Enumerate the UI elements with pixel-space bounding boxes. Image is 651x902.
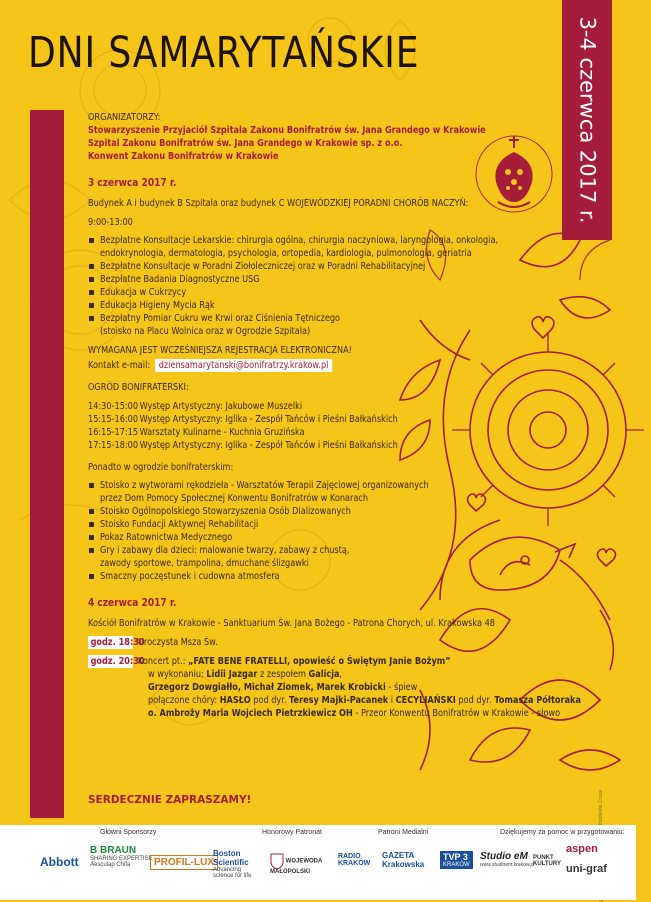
event-date-vertical: 3-4 czerwca 2017 r. <box>575 16 599 224</box>
list-item: Stoisko z wytworami rękodzieła - Warsztatów Terapii Zajęciowej organizowanych <box>88 479 558 492</box>
media-patrons-label: Patroni Medialni <box>378 829 429 836</box>
registration-notice: WYMAGANA JEST WCZEŚNIEJSZA REJESTRACJA ELEKTRONICZNA! <box>88 345 352 356</box>
boston-scientific-logo: Boston Scientific Advancing science for life <box>213 849 252 879</box>
list-item: Stoisko Fundacji Aktywnej Rehabilitacji <box>88 518 558 531</box>
time-badge: godz. 20:30 <box>88 655 133 668</box>
thanks-label: Dziękujemy za pomoc w przygotowaniu: <box>500 829 625 836</box>
abbott-logo: Abbott <box>40 855 79 869</box>
malopolska-logo: WOJEWODA MAŁOPOLSKI <box>270 853 330 875</box>
schedule-row: 14:30-15:00 Występ Artystyczny: Jakubowe Muszelki <box>88 401 303 412</box>
list-item: Smaczny poczęstunek i cudowna atmosfera <box>88 570 558 583</box>
closing-invitation: SERDECZNIE ZAPRASZAMY! <box>88 794 252 806</box>
honorary-patronage-label: Honorowy Patronat <box>262 829 322 836</box>
mass-event: Uroczysta Msza Św. <box>137 637 218 648</box>
aspen-logo: aspen <box>566 843 598 855</box>
day2-heading: 4 czerwca 2017 r. <box>88 597 177 609</box>
radio-krakow-logo: RADIO KRAKÓW <box>338 853 371 867</box>
services-list <box>88 234 558 338</box>
list-item: (stoisko na Placu Wolnica oraz w Ogrodzie Szpitala) <box>100 326 311 337</box>
list-item: Bezpłatne Badania Diagnostyczne USG <box>88 273 558 286</box>
list-item: Stoisko Ogólnopolskiego Stowarzyszenia Osób Dializowanych <box>88 505 558 518</box>
left-accent-bar <box>30 110 64 818</box>
schedule-row: 15:15-16:00 Występ Artystyczny: Iglika - Zespół Tańców i Pieśni Bałkańskich <box>88 414 398 425</box>
email-label: Kontakt e-mail: <box>88 360 151 371</box>
organizer-name: Szpital Zakonu Bonifratrów św. Jana Grandego w Krakowie sp. z o.o. <box>88 138 403 149</box>
sponsors-footer <box>0 825 636 900</box>
time-badge: godz. 18:30 <box>88 636 133 649</box>
list-item: Gry i zabawy dla dzieci: malowanie twarzy, zabawy z chustą, <box>88 544 558 557</box>
list-item: Edukacja w Cukrzycy <box>88 286 558 299</box>
concert-prefix: Koncert pt.: <box>137 656 189 667</box>
day1-heading: 3 czerwca 2017 r. <box>88 177 177 189</box>
bbraun-logo: B BRAUN SHARING EXPERTISE Aesculap Chifa <box>90 845 153 868</box>
day2-location: Kościół Bonifratrów w Krakowie - Sanktuarium Św. Jana Bożego - Patrona Chorych, ul. Krakowska 48 <box>88 618 496 629</box>
organizer-name: Konwent Zakonu Bonifratrów w Krakowie <box>88 151 279 162</box>
garden-intro: Ponadto w ogrodzie bonifraterskim: <box>88 462 234 473</box>
concert-title: „FATE BENE FRATELLI, opowieść o Świętym Janie Bożym” <box>188 656 451 667</box>
organizer-name: Stowarzyszenie Przyjaciół Szpitala Zakonu Bonifratrów św. Jana Grandego w Krakowie <box>88 125 486 136</box>
list-item: endokrynologia, dermatologia, psychologia, ortopedia, kardiologia, pulmonologia, geriatria <box>100 248 472 259</box>
list-item: przez Dom Pomocy Społecznej Konwentu Bonifratrów w Konarach <box>100 493 369 504</box>
unigraf-logo: uni-graf <box>566 863 607 875</box>
tvp3-logo: TVP 3 KRAKÓW <box>440 851 473 869</box>
page-title: DNI SAMARYTAŃSKIE <box>28 28 420 78</box>
punkt-kultury-logo: PUNKT KULTURY <box>533 855 561 867</box>
garden-schedule <box>88 400 558 452</box>
schedule-row: 17:15-18:00 Występ Artystyczny: Iglika - Zespół Tańców i Pieśni Bałkańskich <box>88 440 398 451</box>
list-item: Pokaz Ratownictwa Medycznego <box>88 531 558 544</box>
garden-label: OGRÓD BONIFRATERSKI: <box>88 382 189 393</box>
organizers-label: ORGANIZATORZY: <box>88 112 161 123</box>
garden-attractions-list <box>88 479 558 583</box>
list-item: Edukacja Higieny Mycia Rąk <box>88 299 558 312</box>
day1-location: Budynek A i budynek B Szpitala oraz budynek C WOJEWÓDZKIEJ PORADNI CHORÓB NACZYŃ: <box>88 198 469 209</box>
list-item: zawody sportowe, trampolina, dmuchane ślizgawki <box>100 558 309 569</box>
list-item: Bezpłatny Pomiar Cukru we Krwi oraz Ciśnienia Tętniczego <box>88 312 558 325</box>
gazeta-krakowska-logo: GAZETA Krakowska <box>382 851 425 869</box>
main-sponsors-label: Główni Sponsorzy <box>100 829 157 836</box>
list-item: Bezpłatne Konsultacje w Poradni Ziołoleczniczej oraz w Poradni Rehabilitacyjnej <box>88 260 558 273</box>
day1-hours: 9:00-13:00 <box>88 217 133 228</box>
list-item: Bezpłatne Konsultacje Lekarskie: chirurgia ogólna, chirurgia naczyniowa, laryngologia, onkologia, <box>88 234 558 247</box>
program-content: ORGANIZATORZY: Stowarzyszenie Przyjaciół Szpitala Zakonu Bonifratrów św. Jana Grandego w Krakowie Szpital Zakonu Bonifratrów św. Jana Grandego w Krakowie sp. z o.o. Konwent Zakonu Bonifratrów w Krakowie 3 czerwca 2017 r. Budynek A i budynek B Szpitala oraz budynek C WOJEWÓDZKIEJ PORADNI CHORÓB NACZYŃ: 9:00-13:00 Bezpłatne Konsultacje Lekarskie: chirurgia ogólna, chirurgia naczyniowa, laryngologia, onkologia, endokrynologia, dermatologia, psychologia, ortopedia, kardiologia, pulmonologia, geriatria Bezpłatne Konsultacje w Poradni Ziołoleczniczej oraz w Poradni Rehabilitacyjnej Bezpłatne Badania Diagnostyczne USG Edukacja w Cukrzycy Edukacja Higieny Mycia Rąk Bezpłatny Pomiar Cukru we Krwi oraz Ciśnienia Tętniczego (stoisko na Placu Wolnica oraz w Ogrodzie Szpitala) WYMAGANA JEST WCZEŚNIEJSZA REJESTRACJA ELEKTRONICZNA! Kontakt e-mail: dziensamarytanski@bonifratrzy.krakow.pl OGRÓD BONIFRATERSKI: 14:30-15:00 Występ Artystyczny: Jakubowe Muszelki 15:15-16:00 Występ Artystyczny: Iglika - Zespół Tańców i Pieśni Bałkańskich 16:15-17:15 Warsztaty Kulinarne - Kuchnia Gruzińska 17:15-18:00 Występ Artystyczny: Iglika - Zespół Tańców i Pieśni Bałkańskich Ponadto w ogrodzie bonifraterskim: Stoisko z wytworami rękodzieła - Warsztatów Terapii Zajęciowej organizowanych przez Dom Pomocy Społecznej Konwentu Bonifratrów w Konarach Stoisko Ogólnopolskiego Stowarzyszenia Osób Dializowanych Stoisko Fundacji Aktywnej Rehabilitacji Pokaz Ratownictwa Medycznego Gry i zabawy dla dzieci: malowanie twarzy, zabawy z chustą, zawody sportowe, trampolina, dmuchane ślizgawki Smaczny poczęstunek i cudowna atmosfera 4 czerwca 2017 r. Kościół Bonifratrów w Krakowie - Sanktuarium Św. Jana Bożego - Patrona Chorych, ul. Krakowska 48 godz. 18:30 Uroczysta Msza Św. godz. 20:30 Koncert pt.: „FATE BENE FRATELLI, opowieść o Świętym Janie Bożym” w wykonaniu: Lidii Jazgar z zespołem Galicja, Grzegorz Dowgiałło, Michał Ziomek, Marek Krobicki - śpiew połączone chóry: HASŁO pod dyr. Teresy Majki-Pacanek i CECYLIAŃSKI pod dyr. Tomasza Półtoraka o. Ambroży Maria Wojciech Pietrzkiewicz OH - Przeor Konwentu Bonifratrów w Krakowie - słowo <box>88 112 581 719</box>
studio-em-logo: Studio eM www.studioem.krakow.pl <box>480 851 535 868</box>
profil-lux-logo: PROFIL-LUX <box>150 855 218 870</box>
schedule-row: 16:15-17:15 Warsztaty Kulinarne - Kuchnia Gruzińska <box>88 427 305 438</box>
contact-email-link[interactable]: dziensamarytanski@bonifratrzy.krakow.pl <box>155 359 332 372</box>
